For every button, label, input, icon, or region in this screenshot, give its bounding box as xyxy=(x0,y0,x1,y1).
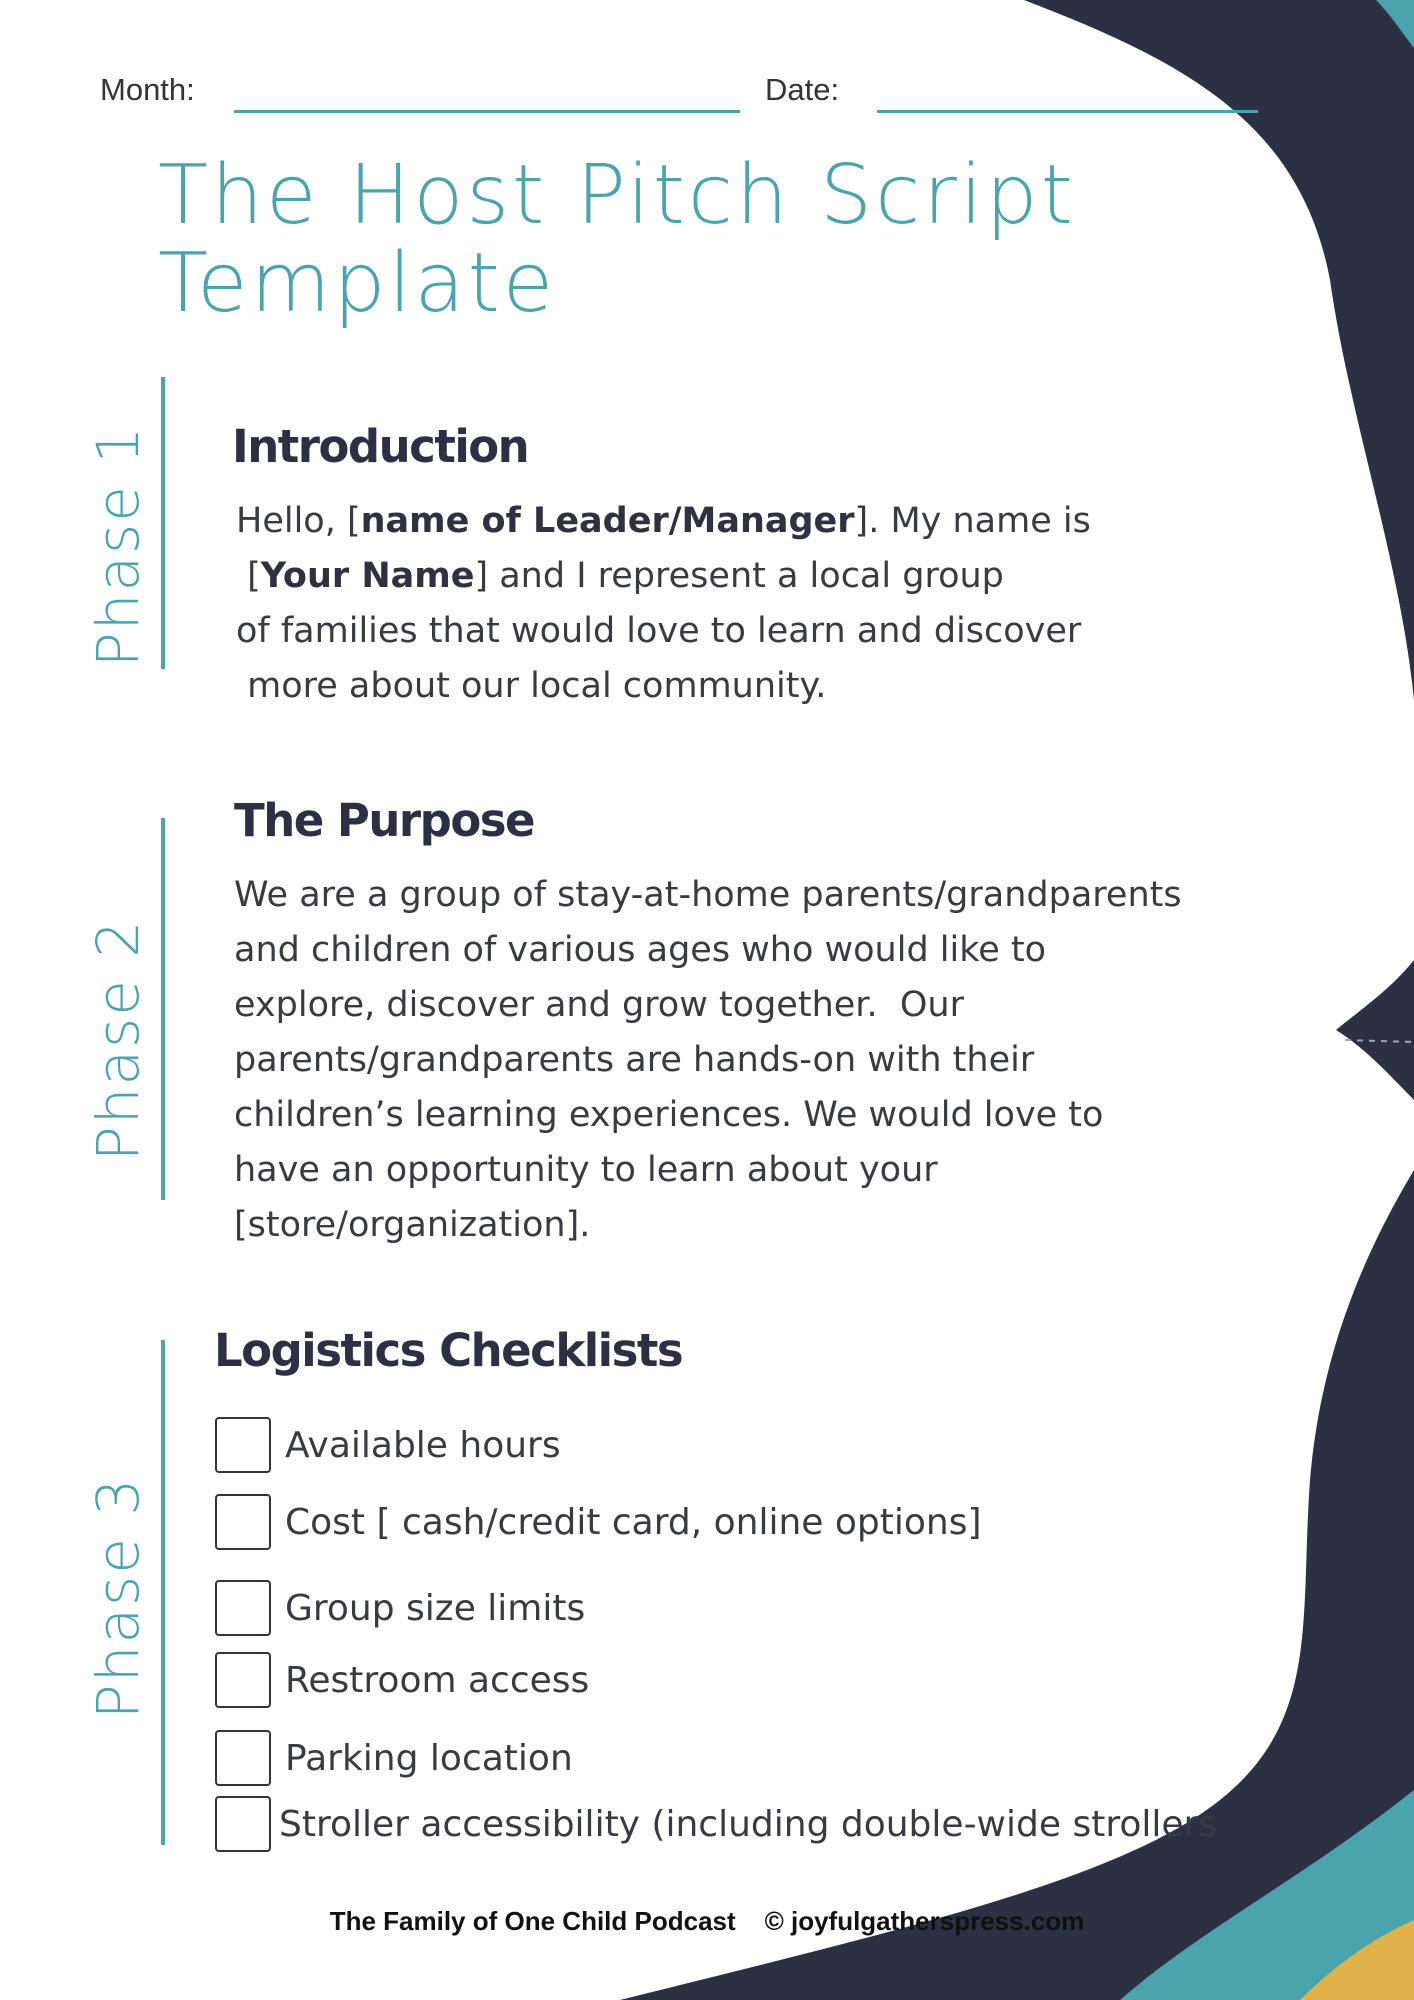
phase-1-label: Phase 1 xyxy=(84,424,152,668)
checklist-item-label: Stroller accessibility (including double-wide strollers xyxy=(279,1803,1218,1845)
checkbox[interactable] xyxy=(215,1417,271,1473)
right-navy-wave xyxy=(1336,960,1414,1100)
checklist-item-cost[interactable] xyxy=(215,1494,982,1550)
logistics-heading: Logistics Checklists xyxy=(214,1324,683,1377)
purpose-line-7: [store/organization]. xyxy=(234,1205,591,1245)
phase-3-label: Phase 3 xyxy=(84,1476,152,1720)
purpose-paragraph xyxy=(234,868,1182,1253)
lower-right-navy-wave xyxy=(620,1170,1414,2000)
checklist-item-stroller[interactable] xyxy=(215,1796,1217,1852)
purpose-line-6: have an opportunity to learn about your xyxy=(234,1150,938,1190)
checkbox[interactable] xyxy=(215,1730,271,1786)
purpose-line-1: We are a group of stay-at-home parents/grandparents xyxy=(234,875,1182,915)
intro-line-3: of families that would love to learn and discover xyxy=(236,611,1082,651)
date-field-line[interactable] xyxy=(877,110,1258,113)
title-line-1: The Host Pitch Script xyxy=(158,148,1076,243)
footer xyxy=(0,1906,1414,1937)
checklist-item-label: Group size limits xyxy=(285,1587,586,1629)
checkbox[interactable] xyxy=(215,1652,271,1708)
footer-podcast-name: The Family of One Child Podcast xyxy=(329,1906,736,1936)
purpose-line-5: children’s learning experiences. We would love to xyxy=(234,1095,1104,1135)
intro-line-2: [Your Name] and I represent a local group xyxy=(236,556,1004,596)
checklist-item-label: Cost [ cash/credit card, online options] xyxy=(285,1501,982,1543)
title-line-2: Template xyxy=(158,236,557,331)
checklist-item-available-hours[interactable] xyxy=(215,1417,561,1473)
checklist-item-restroom[interactable] xyxy=(215,1652,589,1708)
intro-line-1: Hello, [name of Leader/Manager]. My name is xyxy=(236,501,1091,541)
phase-2-label: Phase 2 xyxy=(84,918,152,1162)
purpose-line-2: and children of various ages who would like to xyxy=(234,930,1047,970)
phase-2-divider xyxy=(161,818,165,1200)
date-label: Date: xyxy=(765,72,840,107)
copyright-symbol: © xyxy=(764,1906,784,1936)
purpose-line-4: parents/grandparents are hands-on with their xyxy=(234,1040,1035,1080)
month-field-line[interactable] xyxy=(234,110,740,113)
checklist-item-label: Parking location xyxy=(285,1737,573,1779)
checklist-item-group-size[interactable] xyxy=(215,1580,585,1636)
checklist-item-parking[interactable] xyxy=(215,1730,573,1786)
checklist-item-label: Restroom access xyxy=(285,1659,590,1701)
checkbox[interactable] xyxy=(215,1494,271,1550)
introduction-paragraph xyxy=(236,494,1091,714)
phase-1-divider xyxy=(161,377,165,669)
introduction-heading: Introduction xyxy=(232,420,529,473)
intro-line-4: more about our local community. xyxy=(236,666,827,706)
checkbox[interactable] xyxy=(215,1580,271,1636)
phase-3-divider xyxy=(161,1340,165,1845)
page-title xyxy=(158,148,1076,331)
purpose-line-3: explore, discover and grow together. Our xyxy=(234,985,964,1025)
checkbox[interactable] xyxy=(215,1796,271,1852)
month-label: Month: xyxy=(100,72,195,107)
footer-website: joyfulgatherspress.com xyxy=(790,1906,1085,1936)
purpose-heading: The Purpose xyxy=(234,794,535,847)
checklist-item-label: Available hours xyxy=(285,1424,561,1466)
